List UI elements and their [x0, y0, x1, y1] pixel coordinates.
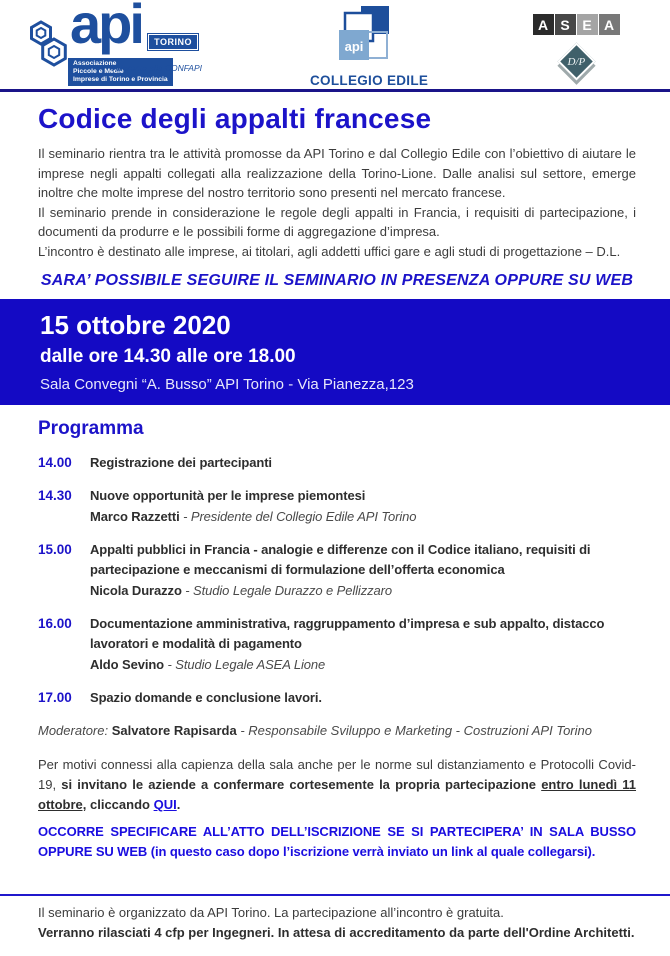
- program-item: [38, 453, 636, 473]
- intro-paragraph-3: L’incontro è destinato alle imprese, ai titolari, agli addetti uffici gare e agli studi di progettazione – D.L.: [38, 243, 621, 259]
- api-torino-badge: TORINO: [148, 34, 198, 50]
- event-banner: [0, 299, 670, 405]
- footer: [0, 894, 670, 942]
- top-divider: [0, 89, 670, 92]
- api-association-band: Associazione Piccole e Medie Imprese di Torino e Provincia: [68, 58, 173, 86]
- api-confapi-tagline: Aderente alla CONFAPI: [112, 63, 202, 73]
- intro-paragraph-2: Il seminario prende in considerazione le regole degli appalti in Francia, i requisiti di partecipazione, i documenti da produrre e le possibili forme di aggregazione d’impresa.: [38, 204, 636, 239]
- header-logos: [0, 0, 670, 89]
- collegio-squares-icon: [330, 6, 394, 66]
- dp-diamond-icon: [557, 42, 595, 80]
- program-time: 16.00: [38, 616, 72, 631]
- program-time: 17.00: [38, 690, 72, 705]
- event-time: dalle ore 14.30 alle ore 18.00: [40, 346, 296, 367]
- event-date: 15 ottobre 2020: [40, 310, 231, 340]
- asea-logo: [524, 8, 628, 75]
- moderator-name: Salvatore Rapisarda: [111, 723, 237, 738]
- moderator-role: - Responsabile Sviluppo e Marketing - Costruzioni API Torino: [236, 723, 592, 738]
- event-location: Sala Convegni “A. Busso” API Torino - Via Pianezza,123: [40, 376, 414, 393]
- intro-text: [38, 144, 636, 261]
- speaker-role: - Studio Legale Durazzo e Pellizzaro: [181, 583, 392, 598]
- program-item: [38, 614, 636, 675]
- dp-monogram: D/P: [567, 55, 585, 68]
- api-wordmark: api: [70, 0, 142, 55]
- speaker-name: Marco Razzetti: [90, 509, 180, 524]
- speaker-role: - Presidente del Collegio Edile API Torino: [179, 509, 417, 524]
- program-time: 14.00: [38, 455, 72, 470]
- registration-paragraph: Per motivi connessi alla capienza della sala anche per le norme sul distanziamento e Protocolli Covid-19, si invitano le aziende a confermare cortesemente la propria partecipazione entro lunedì 11 ottobre, cliccando QUI.: [38, 757, 637, 812]
- registration-link[interactable]: QUI: [153, 797, 177, 812]
- page-title: Codice degli appalti francese: [38, 103, 432, 134]
- api-torino-logo: [28, 0, 202, 86]
- speaker-name: Nicola Durazzo: [90, 583, 182, 598]
- asea-letter: S: [555, 14, 576, 35]
- program-heading: Programma: [38, 418, 144, 439]
- intro-paragraph-1: Il seminario rientra tra le attività promosse da API Torino e dal Collegio Edile con l’obiettivo di aiutare le imprese negli appalti collegati alla realizzazione della Torino-Lione. Dalle analisi sul settore, emerge inoltre che molte imprese del nostro territorio sono presenti nel mercato francese.: [38, 146, 636, 200]
- program-item: [38, 486, 636, 527]
- footer-note-2: Verranno rilasciati 4 cfp per Ingegneri. In attesa di accreditamento da parte dell'Ordine Architetti.: [38, 925, 635, 940]
- program-time: 15.00: [38, 542, 72, 557]
- asea-letter: A: [599, 14, 620, 35]
- program-title: Registrazione dei partecipanti: [90, 455, 272, 470]
- svg-text:api: api: [344, 39, 364, 54]
- moderator-line: [38, 723, 636, 738]
- collegio-edile-label: COLLEGIO EDILE: [310, 73, 429, 88]
- program-time: 14.30: [38, 488, 72, 503]
- web-availability-notice: SARA’ POSSIBILE SEGUIRE IL SEMINARIO IN PRESENZA OPPURE SU WEB: [40, 272, 634, 289]
- program-title: Appalti pubblici in Francia - analogie e differenze con il Codice italiano, requisiti di partecipazione e meccanismi di formulazione dell’offerta economica: [90, 542, 591, 577]
- hexagon-nuts-icon: [28, 16, 72, 72]
- program-item: [38, 688, 636, 708]
- program-speaker-line: [90, 507, 416, 527]
- program-speaker-line: [90, 581, 636, 601]
- program-title: Nuove opportunità per le imprese piemontesi: [90, 488, 366, 503]
- program-title: Documentazione amministrativa, raggruppamento d’impresa e sub appalto, distacco lavoratori e modalità di pagamento: [90, 616, 605, 651]
- participation-notice: OCCORRE SPECIFICARE ALL’ATTO DELL’ISCRIZIONE SE SI PARTECIPERA’ IN SALA BUSSO OPPURE SU WEB (in questo caso dopo l’iscrizione verrà inviato un link al quale collegarsi).: [38, 824, 636, 859]
- asea-letter-squares: [533, 14, 620, 35]
- speaker-name: Aldo Sevino: [90, 657, 165, 672]
- program-title: Spazio domande e conclusione lavori.: [90, 690, 322, 705]
- program-item: [38, 540, 636, 601]
- moderator-label: Moderatore:: [38, 723, 112, 738]
- speaker-role: - Studio Legale ASEA Lione: [164, 657, 326, 672]
- asea-letter: E: [577, 14, 598, 35]
- program-speaker-line: [90, 655, 636, 675]
- footer-note-1: Il seminario è organizzato da API Torino. La partecipazione all’incontro è gratuita.: [38, 905, 504, 920]
- asea-letter: A: [533, 14, 554, 35]
- collegio-edile-logo: [310, 6, 429, 88]
